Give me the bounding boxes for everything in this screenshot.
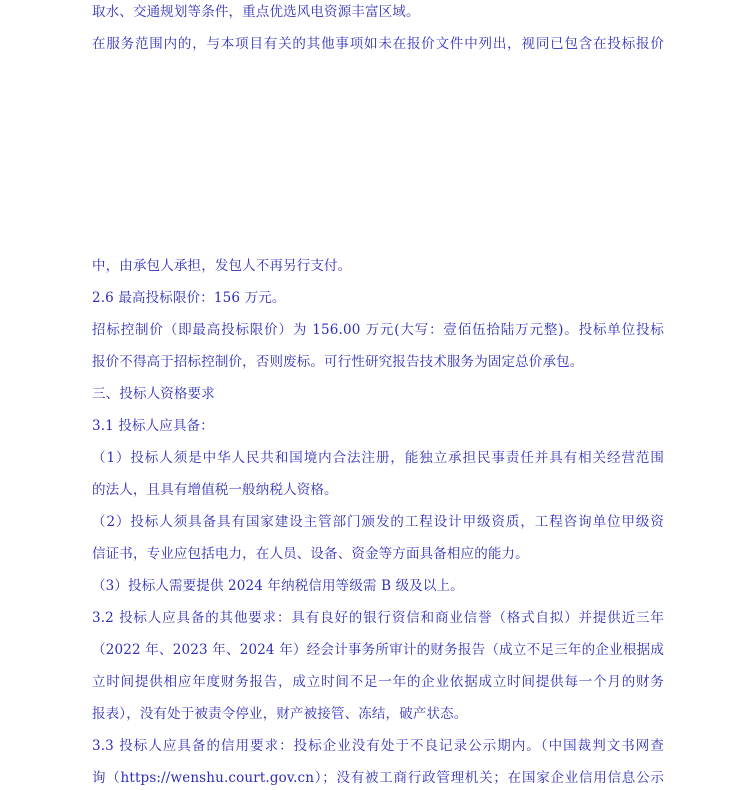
section-heading: 三、投标人资格要求 bbox=[92, 386, 215, 402]
section-heading: 2.6 最高投标限价：156 万元。 bbox=[92, 290, 286, 306]
text-line: （3）投标人需要提供 2024 年纳税信用等级需 B 级及以上。 bbox=[92, 578, 464, 594]
text-line: （2022 年、2023 年、2024 年）经会计事务所审计的财务报告（成立不足三年的企业根据成 bbox=[92, 642, 664, 658]
section-heading: 3.1 投标人应具备： bbox=[92, 418, 214, 434]
text-line: 的法人，且具有增值税一般纳税人资格。 bbox=[92, 482, 338, 498]
text-line: 报价不得高于招标控制价，否则废标。可行性研究报告技术服务为固定总价承包。 bbox=[92, 354, 584, 370]
text-line: 3.2 投标人应具备的其他要求：具有良好的银行资信和商业信誉（格式自拟）并提供近三年 bbox=[92, 610, 664, 626]
text-line: （2）投标人须具备具有国家建设主管部门颁发的工程设计甲级资质，工程咨询单位甲级资 bbox=[92, 514, 664, 530]
text-line: 立时间提供相应年度财务报告，成立时间不足一年的企业依据成立时间提供每一个月的财务 bbox=[92, 674, 664, 690]
text-line: 信证书，专业应包括电力，在人员、设备、资金等方面具备相应的能力。 bbox=[92, 546, 529, 562]
text-line: 询（https://wenshu.court.gov.cn）；没有被工商行政管理机关；在国家企业信用信息公示 bbox=[92, 770, 664, 786]
text-line: 在服务范围内的，与本项目有关的其他事项如未在报价文件中列出，视同已包含在投标报价 bbox=[92, 36, 664, 52]
text-line: （1）投标人须是中华人民共和国境内合法注册，能独立承担民事责任并具有相关经营范围 bbox=[92, 450, 664, 466]
text-line: 招标控制价（即最高投标限价）为 156.00 万元(大写：壹佰伍拾陆万元整)。投标单位投标 bbox=[92, 322, 664, 338]
text-line: 3.3 投标人应具备的信用要求：投标企业没有处于不良记录公示期内。（中国裁判文书网查 bbox=[92, 738, 664, 754]
text-line: 取水、交通规划等条件，重点优选风电资源丰富区域。 bbox=[92, 4, 420, 20]
text-line: 报表），没有处于被责令停业，财产被接管、冻结，破产状态。 bbox=[92, 706, 468, 722]
text-line: 中，由承包人承担，发包人不再另行支付。 bbox=[92, 258, 352, 274]
